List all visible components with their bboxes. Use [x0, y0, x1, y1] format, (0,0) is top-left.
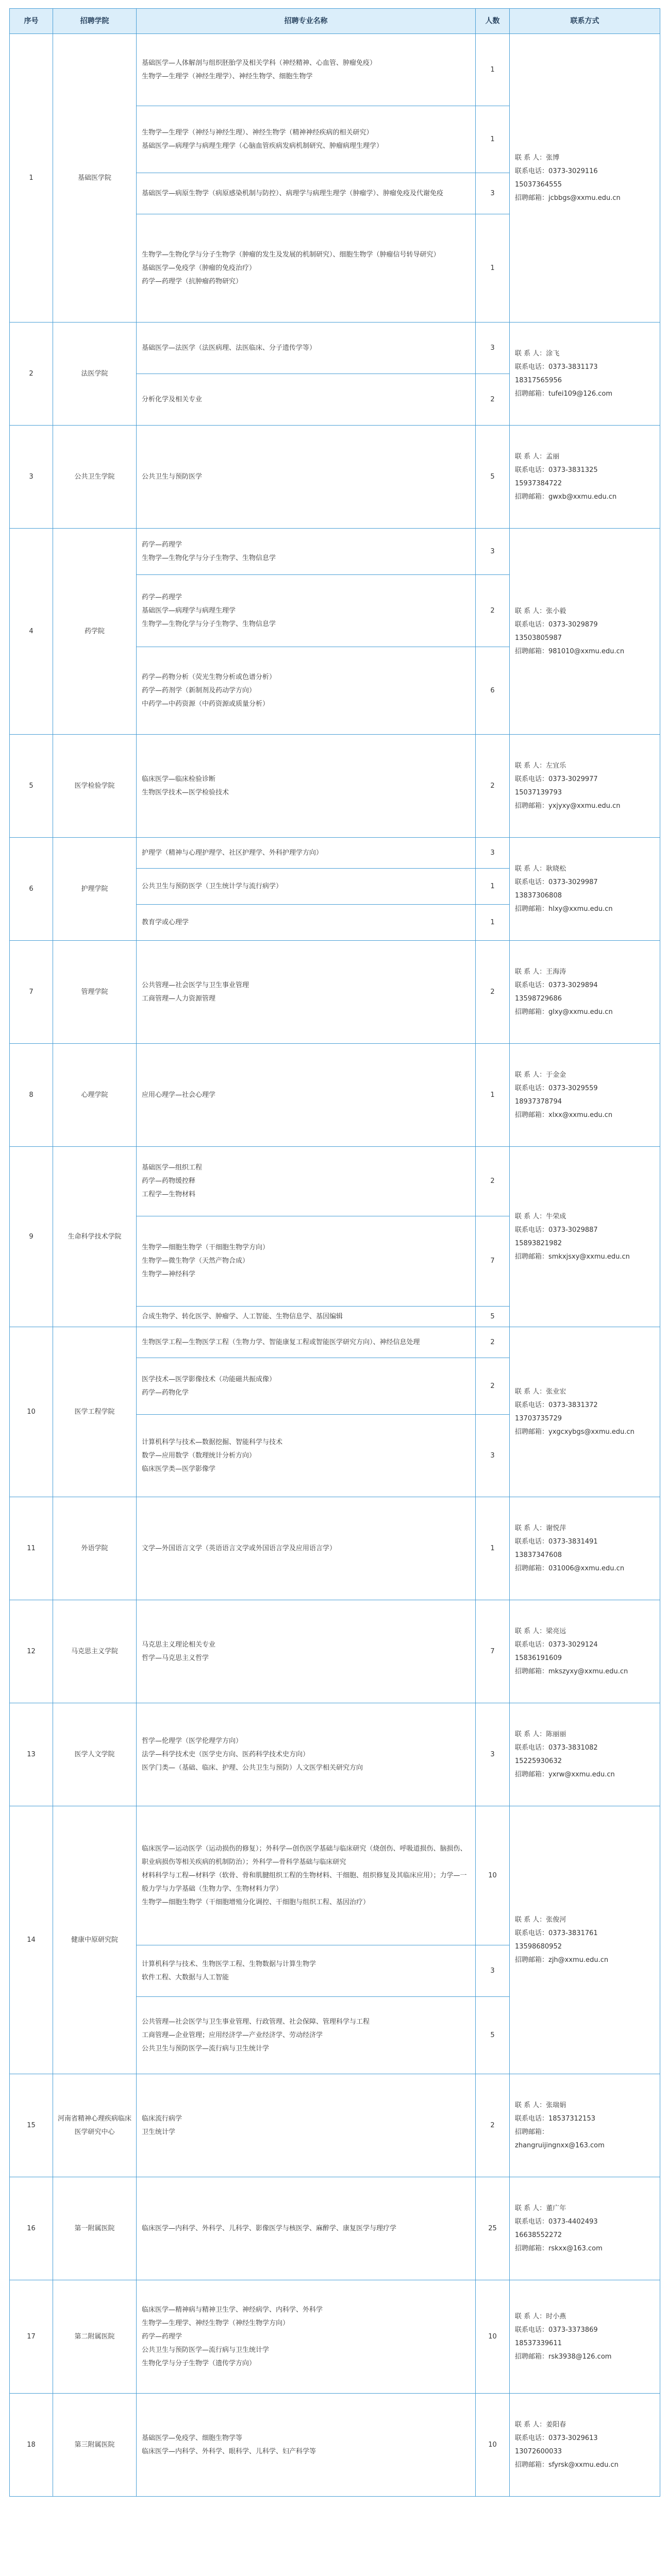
major-line: 应用心理学—社会心理学 — [142, 1091, 216, 1099]
major-line: 临床流行病学 — [142, 2114, 182, 2123]
row-majors — [137, 323, 476, 374]
row-count: 5 — [476, 1997, 510, 2074]
major-line: 医学门类—（基础、临床、护理、公共卫生与预防）人文医学相关研究方向 — [142, 1764, 363, 1772]
header-major: 招聘专业名称 — [137, 9, 476, 34]
contact-line: 联系电话：0373-3029977 — [515, 775, 598, 783]
table-row — [10, 426, 660, 529]
table-body — [10, 34, 660, 2497]
row-majors — [137, 2280, 476, 2394]
row-college: 管理学院 — [53, 941, 137, 1044]
major-line: 基础医学—人体解剖与组织胚胎学及相关学科（神经精神、心血管、肿瘤免疫） — [142, 59, 377, 67]
row-count: 1 — [476, 869, 510, 905]
table-row — [10, 1703, 660, 1806]
contact-line: 招聘邮箱：zjh@xxmu.edu.cn — [515, 1956, 609, 1964]
contact-line: 联系电话：0373-3029613 — [515, 2434, 598, 2442]
row-majors — [137, 1497, 476, 1600]
major-line: 生物学—神经科学 — [142, 1270, 196, 1278]
major-line: 软件工程、大数据与人工智能 — [142, 1973, 229, 1981]
contact-line: 15893821982 — [515, 1239, 562, 1247]
header-college: 招聘学院 — [53, 9, 137, 34]
row-count: 3 — [476, 173, 510, 214]
row-count: 3 — [476, 1415, 510, 1497]
row-count: 5 — [476, 1307, 510, 1327]
major-line: 材料科学与工程—材料学（软骨、骨和肌腱组织工程的生物材料、干细胞、组织修复及其临床应用）；力学—一般力学与力学基础（生物力学、生物材料力学） — [142, 1871, 467, 1893]
contact-line: 13072600033 — [515, 2447, 562, 2455]
row-majors — [137, 1307, 476, 1327]
row-contact — [510, 2394, 660, 2497]
major-line: 临床医学—临床检验诊断 — [142, 775, 216, 783]
header-contact: 联系方式 — [510, 9, 660, 34]
major-line: 医学技术—医学影像技术（功能磁共振成像） — [142, 1375, 276, 1383]
row-majors — [137, 1703, 476, 1806]
contact-line: zhangruijingnxx@163.com — [515, 2141, 605, 2149]
row-college: 基础医学院 — [53, 34, 137, 323]
row-count: 7 — [476, 1600, 510, 1703]
row-count: 3 — [476, 838, 510, 869]
contact-line: 招聘邮箱：mkszyxy@xxmu.edu.cn — [515, 1667, 628, 1675]
row-college: 第三附属医院 — [53, 2394, 137, 2497]
contact-line: 15836191609 — [515, 1654, 562, 1662]
row-contact — [510, 529, 660, 735]
contact-line: 招聘邮箱：031006@xxmu.edu.cn — [515, 1564, 625, 1572]
major-line: 生物医学工程—生物医学工程（生物力学、智能康复工程或智能医学研究方向）、神经信息处理 — [142, 1338, 420, 1346]
row-contact — [510, 2177, 660, 2280]
row-seq: 7 — [10, 941, 53, 1044]
major-line: 生物学—细胞生物学（干细胞生物学方向） — [142, 1244, 270, 1251]
table-row — [10, 735, 660, 838]
row-count: 7 — [476, 1216, 510, 1307]
major-line: 药学—药剂学（新制剂及药动学方向） — [142, 686, 256, 694]
major-line: 哲学—伦理学（医学伦理学方向） — [142, 1737, 243, 1745]
row-majors — [137, 426, 476, 529]
major-line: 护理学（精神与心理护理学、社区护理学、外科护理学方向） — [142, 849, 323, 857]
row-majors — [137, 173, 476, 214]
row-college: 医学工程学院 — [53, 1327, 137, 1497]
major-line: 生物学—生物化学与分子生物学、生物信息学 — [142, 620, 276, 628]
table-row — [10, 1497, 660, 1600]
row-contact — [510, 426, 660, 529]
major-line: 药学—药物化学 — [142, 1388, 189, 1397]
row-majors — [137, 905, 476, 941]
row-majors — [137, 941, 476, 1044]
row-college: 心理学院 — [53, 1044, 137, 1147]
contact-line: 联系电话：0373-3029559 — [515, 1084, 598, 1092]
row-contact — [510, 323, 660, 426]
row-majors — [137, 1415, 476, 1497]
row-college: 法医学院 — [53, 323, 137, 426]
row-college: 健康中原研究院 — [53, 1806, 137, 2074]
contact-line: 13598729686 — [515, 994, 562, 1003]
major-line: 基础医学—法医学（法医病理、法医临床、分子遗传学等） — [142, 344, 316, 352]
contact-line: 招聘邮箱：981010@xxmu.edu.cn — [515, 647, 625, 655]
contact-line: 联 系 人：孟丽 — [515, 452, 560, 461]
row-count: 3 — [476, 529, 510, 575]
row-count: 2 — [476, 2074, 510, 2177]
table-row — [10, 1327, 660, 1358]
contact-line: 联 系 人：张小毅 — [515, 607, 566, 615]
major-line: 公共管理—社会医学与卫生事业管理 — [142, 981, 249, 989]
contact-line: 招聘邮箱：sfyrsk@xxmu.edu.cn — [515, 2461, 619, 2469]
table-row — [10, 1044, 660, 1147]
contact-line: 13837306808 — [515, 891, 562, 900]
major-line: 马克思主义理论相关专业 — [142, 1640, 216, 1649]
row-majors — [137, 575, 476, 647]
major-line: 生物学—细胞生物学（干细胞增殖分化调控、干细胞与组织工程、基因治疗） — [142, 1898, 370, 1906]
table-row — [10, 2177, 660, 2280]
contact-line: 联 系 人：董广年 — [515, 2204, 566, 2212]
major-line: 药学—药理学（抗肿瘤药物研究） — [142, 277, 243, 285]
row-count: 5 — [476, 426, 510, 529]
row-count: 1 — [476, 106, 510, 173]
table-row — [10, 1806, 660, 1945]
row-majors — [137, 1147, 476, 1216]
contact-line: 联 系 人：张瑞娟 — [515, 2101, 566, 2109]
contact-line: 联 系 人：张博 — [515, 154, 560, 162]
major-line: 生物化学与分子生物学（遗传学方向） — [142, 2359, 256, 2367]
contact-line: 联 系 人：牛荣成 — [515, 1212, 566, 1221]
row-college: 第二附属医院 — [53, 2280, 137, 2394]
contact-line: 联 系 人：左宜乐 — [515, 761, 566, 770]
row-seq: 14 — [10, 1806, 53, 2074]
contact-line: 联 系 人：梁亮远 — [515, 1627, 566, 1635]
major-line: 生物学—生物化学与分子生物学（肿瘤的发生及发展的机制研究）、细胞生物学（肿瘤信号转导研究） — [142, 250, 440, 259]
major-line: 卫生统计学 — [142, 2128, 176, 2136]
row-majors — [137, 34, 476, 106]
major-line: 药学—药理学 — [142, 593, 182, 601]
row-majors — [137, 2394, 476, 2497]
contact-line: 18537339611 — [515, 2339, 562, 2347]
major-line: 教育学或心理学 — [142, 918, 189, 926]
major-line: 临床医学—运动医学（运动损伤的修复）；外科学—创伤医学基础与临床研究（烧创伤、呼吸道损伤、脑损伤、职业病损伤等相关疾病的机制防治）；外科学—骨科学基础与临床研究 — [142, 1844, 467, 1866]
contact-line: 招聘邮箱：hlxy@xxmu.edu.cn — [515, 905, 613, 913]
row-count: 2 — [476, 941, 510, 1044]
contact-line: 招聘邮箱： — [515, 2128, 549, 2136]
contact-line: 联系电话：0373-3831082 — [515, 1743, 598, 1752]
row-seq: 6 — [10, 838, 53, 941]
contact-line: 招聘邮箱：rskxx@163.com — [515, 2244, 603, 2252]
major-line: 生物学—微生物学（天然产物合成） — [142, 1257, 249, 1265]
row-count: 1 — [476, 214, 510, 323]
row-majors — [137, 735, 476, 838]
major-line: 工商管理—企业管理；应用经济学—产业经济学、劳动经济学 — [142, 2031, 323, 2039]
row-contact — [510, 1327, 660, 1497]
major-line: 药学—药物分析（荧光生物分析或色谱分析） — [142, 673, 276, 681]
table-row — [10, 1600, 660, 1703]
row-majors — [137, 869, 476, 905]
major-line: 临床医学—内科学、外科学、儿科学、影像医学与核医学、麻醉学、康复医学与理疗学 — [142, 2224, 397, 2232]
row-count: 3 — [476, 323, 510, 374]
contact-line: 联 系 人：张业宏 — [515, 1387, 566, 1396]
contact-line: 联 系 人：涂飞 — [515, 349, 560, 358]
major-line: 公共卫生与预防医学 — [142, 472, 203, 481]
contact-line: 联系电话：0373-3029879 — [515, 620, 598, 629]
major-line: 生物学—生物化学与分子生物学、生物信息学 — [142, 554, 276, 562]
contact-line: 15225930632 — [515, 1757, 562, 1765]
major-line: 工商管理—人力资源管理 — [142, 994, 216, 1003]
row-majors — [137, 1044, 476, 1147]
contact-line: 13503805987 — [515, 634, 562, 642]
major-line: 基础医学—病理学与病理生理学 — [142, 606, 236, 615]
row-majors — [137, 838, 476, 869]
table-row — [10, 34, 660, 106]
major-line: 公共卫生与预防医学—流行病与卫生统计学 — [142, 2346, 270, 2354]
row-college: 第一附属医院 — [53, 2177, 137, 2280]
major-line: 公共卫生与预防医学—流行病与卫生统计学 — [142, 2044, 270, 2053]
contact-line: 招聘邮箱：yxgcxybgs@xxmu.edu.cn — [515, 1428, 634, 1436]
contact-line: 18937378794 — [515, 1097, 562, 1106]
contact-line: 招聘邮箱：jcbbgs@xxmu.edu.cn — [515, 194, 621, 202]
row-contact — [510, 34, 660, 323]
contact-line: 16638552272 — [515, 2231, 562, 2239]
contact-line: 联 系 人：于金金 — [515, 1071, 566, 1079]
table-row — [10, 1147, 660, 1216]
row-count: 6 — [476, 647, 510, 735]
row-college: 河南省精神心理疾病临床医学研究中心 — [53, 2074, 137, 2177]
row-majors — [137, 1806, 476, 1945]
major-line: 计算机科学与技术—数据挖掘、智能科学与技术 — [142, 1438, 283, 1446]
row-contact — [510, 941, 660, 1044]
row-majors — [137, 1997, 476, 2074]
row-seq: 16 — [10, 2177, 53, 2280]
recruitment-table-container — [9, 8, 660, 2497]
row-college: 护理学院 — [53, 838, 137, 941]
contact-line: 联系电话：0373-3029987 — [515, 878, 598, 886]
row-seq: 4 — [10, 529, 53, 735]
row-majors — [137, 1600, 476, 1703]
contact-line: 15037364555 — [515, 180, 562, 189]
contact-line: 联系电话：0373-3831173 — [515, 363, 598, 371]
major-line: 药学—药理学 — [142, 2332, 182, 2341]
row-seq: 8 — [10, 1044, 53, 1147]
contact-line: 联系电话：0373-3029894 — [515, 981, 598, 989]
row-count: 2 — [476, 575, 510, 647]
row-contact — [510, 2074, 660, 2177]
major-line: 临床医学—内科学、外科学、眼科学、儿科学、妇产科学等 — [142, 2447, 316, 2455]
major-line: 临床医学—精神病与精神卫生学、神经病学、内科学、外科学 — [142, 2306, 323, 2314]
major-line: 生物医学技术—医学检验技术 — [142, 788, 229, 796]
major-line: 生物学—生理学（神经生理学）、神经生物学、细胞生物学 — [142, 72, 313, 80]
major-line: 计算机科学与技术、生物医学工程、生物数据与计算生物学 — [142, 1960, 316, 1968]
major-line: 基础医学—病原生物学（病原感染机制与防控）、病理学与病理生理学（肿瘤学）、肿瘤免疫及代谢免疫 — [142, 189, 444, 197]
row-majors — [137, 1327, 476, 1358]
contact-line: 招聘邮箱：yxjyxy@xxmu.edu.cn — [515, 802, 621, 810]
major-line: 工程学—生物材料 — [142, 1191, 196, 1198]
row-contact — [510, 1703, 660, 1806]
row-contact — [510, 838, 660, 941]
contact-line: 联 系 人：时小燕 — [515, 2312, 566, 2320]
row-seq: 11 — [10, 1497, 53, 1600]
major-line: 合成生物学、转化医学、肿瘤学、人工智能、生物信息学、基因编辑 — [142, 1312, 343, 1320]
major-line: 基础医学—病理学与病理生理学（心脑血管疾病发病机制研究、肿瘤病理生理学） — [142, 142, 383, 150]
row-seq: 10 — [10, 1327, 53, 1497]
contact-line: 联系电话：0373-3029116 — [515, 167, 598, 175]
row-count: 25 — [476, 2177, 510, 2280]
table-row — [10, 838, 660, 869]
major-line: 药学—药理学 — [142, 540, 182, 549]
major-line: 生物学—生理学、神经生物学（神经生物学方向） — [142, 2319, 290, 2327]
contact-line: 13703735729 — [515, 1414, 562, 1422]
contact-line: 联系电话：0373-3831491 — [515, 1537, 598, 1546]
contact-line: 联系电话：0373-3831761 — [515, 1929, 598, 1937]
row-contact — [510, 1044, 660, 1147]
row-contact — [510, 1600, 660, 1703]
row-college: 公共卫生学院 — [53, 426, 137, 529]
row-count: 2 — [476, 735, 510, 838]
row-seq: 17 — [10, 2280, 53, 2394]
row-college: 马克思主义学院 — [53, 1600, 137, 1703]
major-line: 分析化学及相关专业 — [142, 395, 203, 403]
major-line: 药学—药物缓控释 — [142, 1177, 196, 1185]
contact-line: 联 系 人：王海涛 — [515, 968, 566, 976]
row-seq: 3 — [10, 426, 53, 529]
row-seq: 12 — [10, 1600, 53, 1703]
major-line: 中药学—中药资源（中药资源或质量分析） — [142, 700, 270, 708]
row-seq: 9 — [10, 1147, 53, 1327]
row-count: 2 — [476, 374, 510, 426]
contact-line: 联 系 人：耿晓松 — [515, 865, 566, 873]
row-college: 生命科学技术学院 — [53, 1147, 137, 1327]
row-majors — [137, 214, 476, 323]
row-seq: 2 — [10, 323, 53, 426]
row-contact — [510, 1806, 660, 2074]
contact-line: 联系电话：0373-3029124 — [515, 1640, 598, 1649]
contact-line: 联系电话：0373-3373869 — [515, 2326, 598, 2334]
major-line: 基础医学—免疫学、细胞生物学等 — [142, 2434, 243, 2442]
contact-line: 联 系 人：陈丽丽 — [515, 1730, 566, 1738]
row-count: 10 — [476, 2394, 510, 2497]
contact-line: 联 系 人：张俊河 — [515, 1916, 566, 1924]
row-count: 3 — [476, 1945, 510, 1997]
row-count: 1 — [476, 1044, 510, 1147]
table-row — [10, 2394, 660, 2497]
major-line: 公共管理—社会医学与卫生事业管理、行政管理、社会保障、管理科学与工程 — [142, 2018, 370, 2026]
contact-line: 招聘邮箱：gwxb@xxmu.edu.cn — [515, 493, 617, 501]
major-line: 临床医学类—医学影像学 — [142, 1465, 216, 1473]
row-majors — [137, 1945, 476, 1997]
contact-line: 13837347608 — [515, 1551, 562, 1559]
major-line: 公共卫生与预防医学（卫生统计学与流行病学） — [142, 882, 283, 890]
major-line: 基础医学—免疫学（肿瘤的免疫治疗） — [142, 264, 256, 272]
row-count: 1 — [476, 34, 510, 106]
contact-line: 招聘邮箱：xlxx@xxmu.edu.cn — [515, 1111, 613, 1119]
row-college: 外语学院 — [53, 1497, 137, 1600]
row-seq: 15 — [10, 2074, 53, 2177]
contact-line: 招聘邮箱：smkxjsxy@xxmu.edu.cn — [515, 1252, 630, 1261]
row-majors — [137, 647, 476, 735]
major-line: 基础医学—组织工程 — [142, 1164, 203, 1172]
contact-line: 联系电话：0373-3831325 — [515, 466, 598, 474]
major-line: 法学—科学技术史（医学史方向、医药科学技术史方向） — [142, 1750, 310, 1758]
row-seq: 13 — [10, 1703, 53, 1806]
table-row — [10, 529, 660, 575]
table-row — [10, 2280, 660, 2394]
recruitment-table — [9, 8, 660, 2497]
table-row — [10, 323, 660, 374]
table-header-row — [10, 9, 660, 34]
row-count: 2 — [476, 1147, 510, 1216]
row-count: 2 — [476, 1358, 510, 1415]
table-row — [10, 2074, 660, 2177]
contact-line: 联系电话：0373-3831372 — [515, 1401, 598, 1409]
row-contact — [510, 2280, 660, 2394]
row-count: 2 — [476, 1327, 510, 1358]
major-line: 哲学—马克思主义哲学 — [142, 1654, 209, 1662]
major-line: 文学—外国语言文学（英语语言文学或外国语言学及应用语言学） — [142, 1544, 337, 1552]
row-count: 10 — [476, 1806, 510, 1945]
contact-line: 招聘邮箱：tufei109@126.com — [515, 389, 613, 398]
contact-line: 招聘邮箱：rsk3938@126.com — [515, 2352, 612, 2361]
row-count: 10 — [476, 2280, 510, 2394]
contact-line: 联系电话：18537312153 — [515, 2114, 595, 2123]
header-count: 人数 — [476, 9, 510, 34]
row-majors — [137, 2074, 476, 2177]
row-college: 医学检验学院 — [53, 735, 137, 838]
row-contact — [510, 1497, 660, 1600]
row-count: 1 — [476, 1497, 510, 1600]
contact-line: 15037139793 — [515, 788, 562, 796]
row-college: 医学人文学院 — [53, 1703, 137, 1806]
contact-line: 联系电话：0373-3029887 — [515, 1226, 598, 1234]
row-contact — [510, 1147, 660, 1327]
contact-line: 招聘邮箱：yxrw@xxmu.edu.cn — [515, 1770, 615, 1778]
contact-line: 联 系 人：姜阳春 — [515, 2420, 566, 2429]
row-college: 药学院 — [53, 529, 137, 735]
contact-line: 15937384722 — [515, 479, 562, 487]
row-count: 1 — [476, 905, 510, 941]
contact-line: 联 系 人：谢悦萍 — [515, 1524, 566, 1532]
contact-line: 18317565956 — [515, 376, 562, 384]
row-majors — [137, 2177, 476, 2280]
row-majors — [137, 1216, 476, 1307]
major-line: 数学—应用数学（数理统计分析方向） — [142, 1451, 256, 1460]
row-majors — [137, 106, 476, 173]
row-count: 3 — [476, 1703, 510, 1806]
major-line: 生物学—生理学（神经与神经生理）、神经生物学（精神神经疾病的相关研究） — [142, 128, 373, 137]
row-contact — [510, 735, 660, 838]
row-majors — [137, 1358, 476, 1415]
row-majors — [137, 529, 476, 575]
table-row — [10, 941, 660, 1044]
row-seq: 5 — [10, 735, 53, 838]
header-seq: 序号 — [10, 9, 53, 34]
row-seq: 1 — [10, 34, 53, 323]
row-seq: 18 — [10, 2394, 53, 2497]
contact-line: 招聘邮箱：glxy@xxmu.edu.cn — [515, 1008, 613, 1016]
row-majors — [137, 374, 476, 426]
contact-line: 13598680952 — [515, 1942, 562, 1951]
contact-line: 联系电话：0373-4402493 — [515, 2217, 598, 2226]
